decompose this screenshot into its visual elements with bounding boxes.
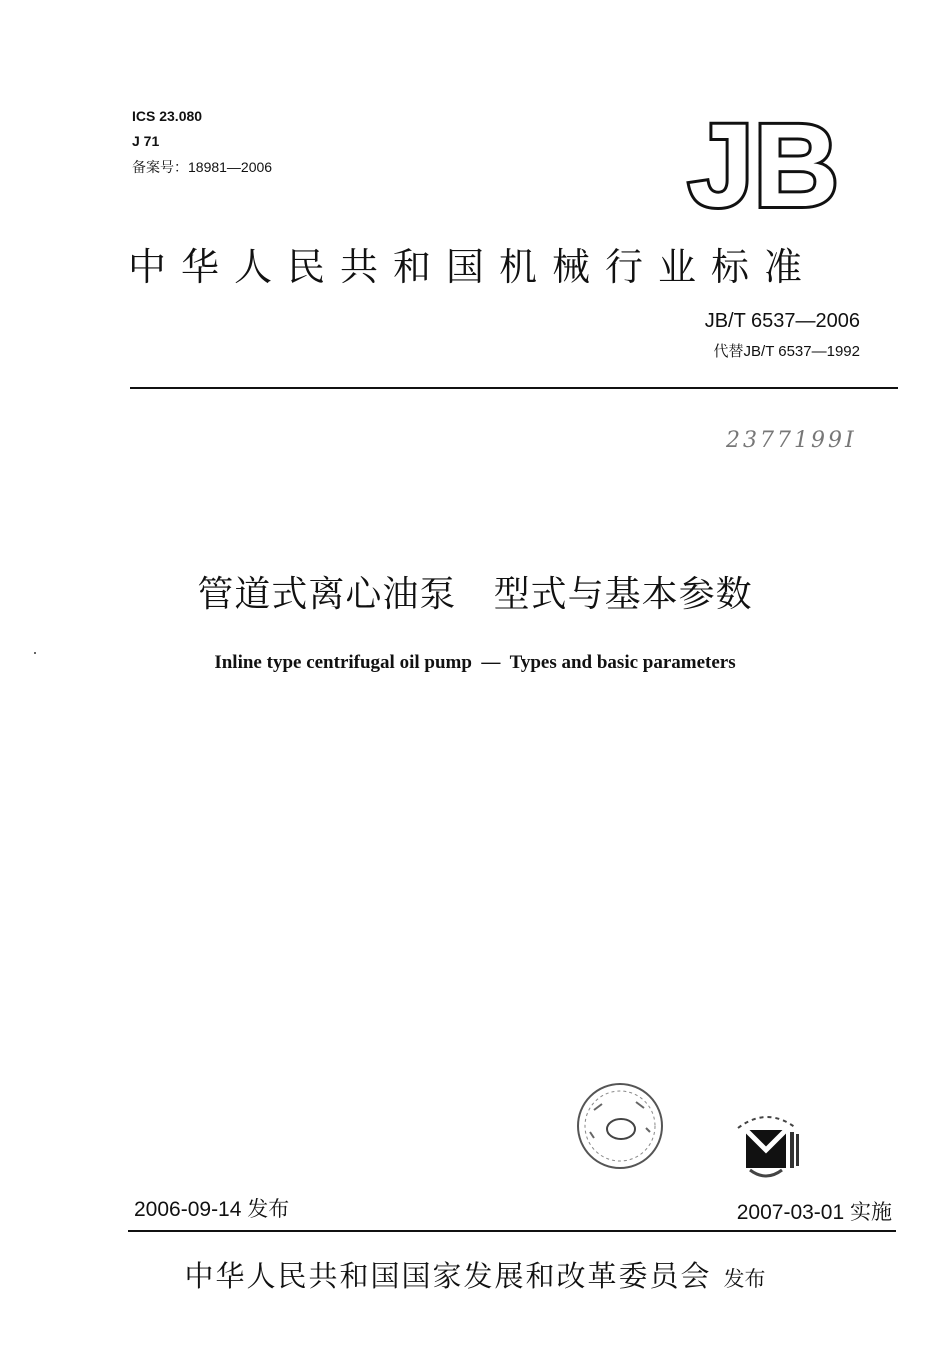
document-title-cn: 管道式离心油泵 型式与基本参数 — [197, 574, 753, 615]
org-title: 中华人民共和国机械行业标准 — [128, 245, 818, 289]
issue-date: 2006-09-14 发布 — [134, 1198, 290, 1221]
implementation-date: 2007-03-01 实施 — [736, 1201, 892, 1224]
jb-logo-text: JB — [688, 112, 839, 216]
document-title-en: Inline type centrifugal oil pump — Types and basic parameters — [214, 652, 736, 673]
standard-code: JB/T 6537—2006 — [704, 310, 860, 332]
issuer-name: 中华人民共和国国家发展和改革委员会 — [184, 1259, 712, 1293]
divider-top — [130, 387, 898, 389]
classification-code: J 71 — [132, 133, 160, 149]
issuer-suffix: 发布 — [723, 1267, 766, 1291]
replaces-standard: 代替JB/T 6537—1992 — [713, 343, 860, 360]
jb-logo — [684, 112, 864, 216]
round-seal-icon — [574, 1080, 666, 1172]
publisher-logo-icon — [722, 1098, 812, 1188]
issuer-line — [0, 1254, 950, 1295]
stamp-number: 2377199I — [726, 428, 857, 453]
scan-speck — [34, 652, 36, 654]
ics-code: ICS 23.080 — [132, 108, 203, 124]
record-number: 备案号：18981—2006 — [132, 159, 273, 175]
divider-bottom — [128, 1230, 896, 1232]
